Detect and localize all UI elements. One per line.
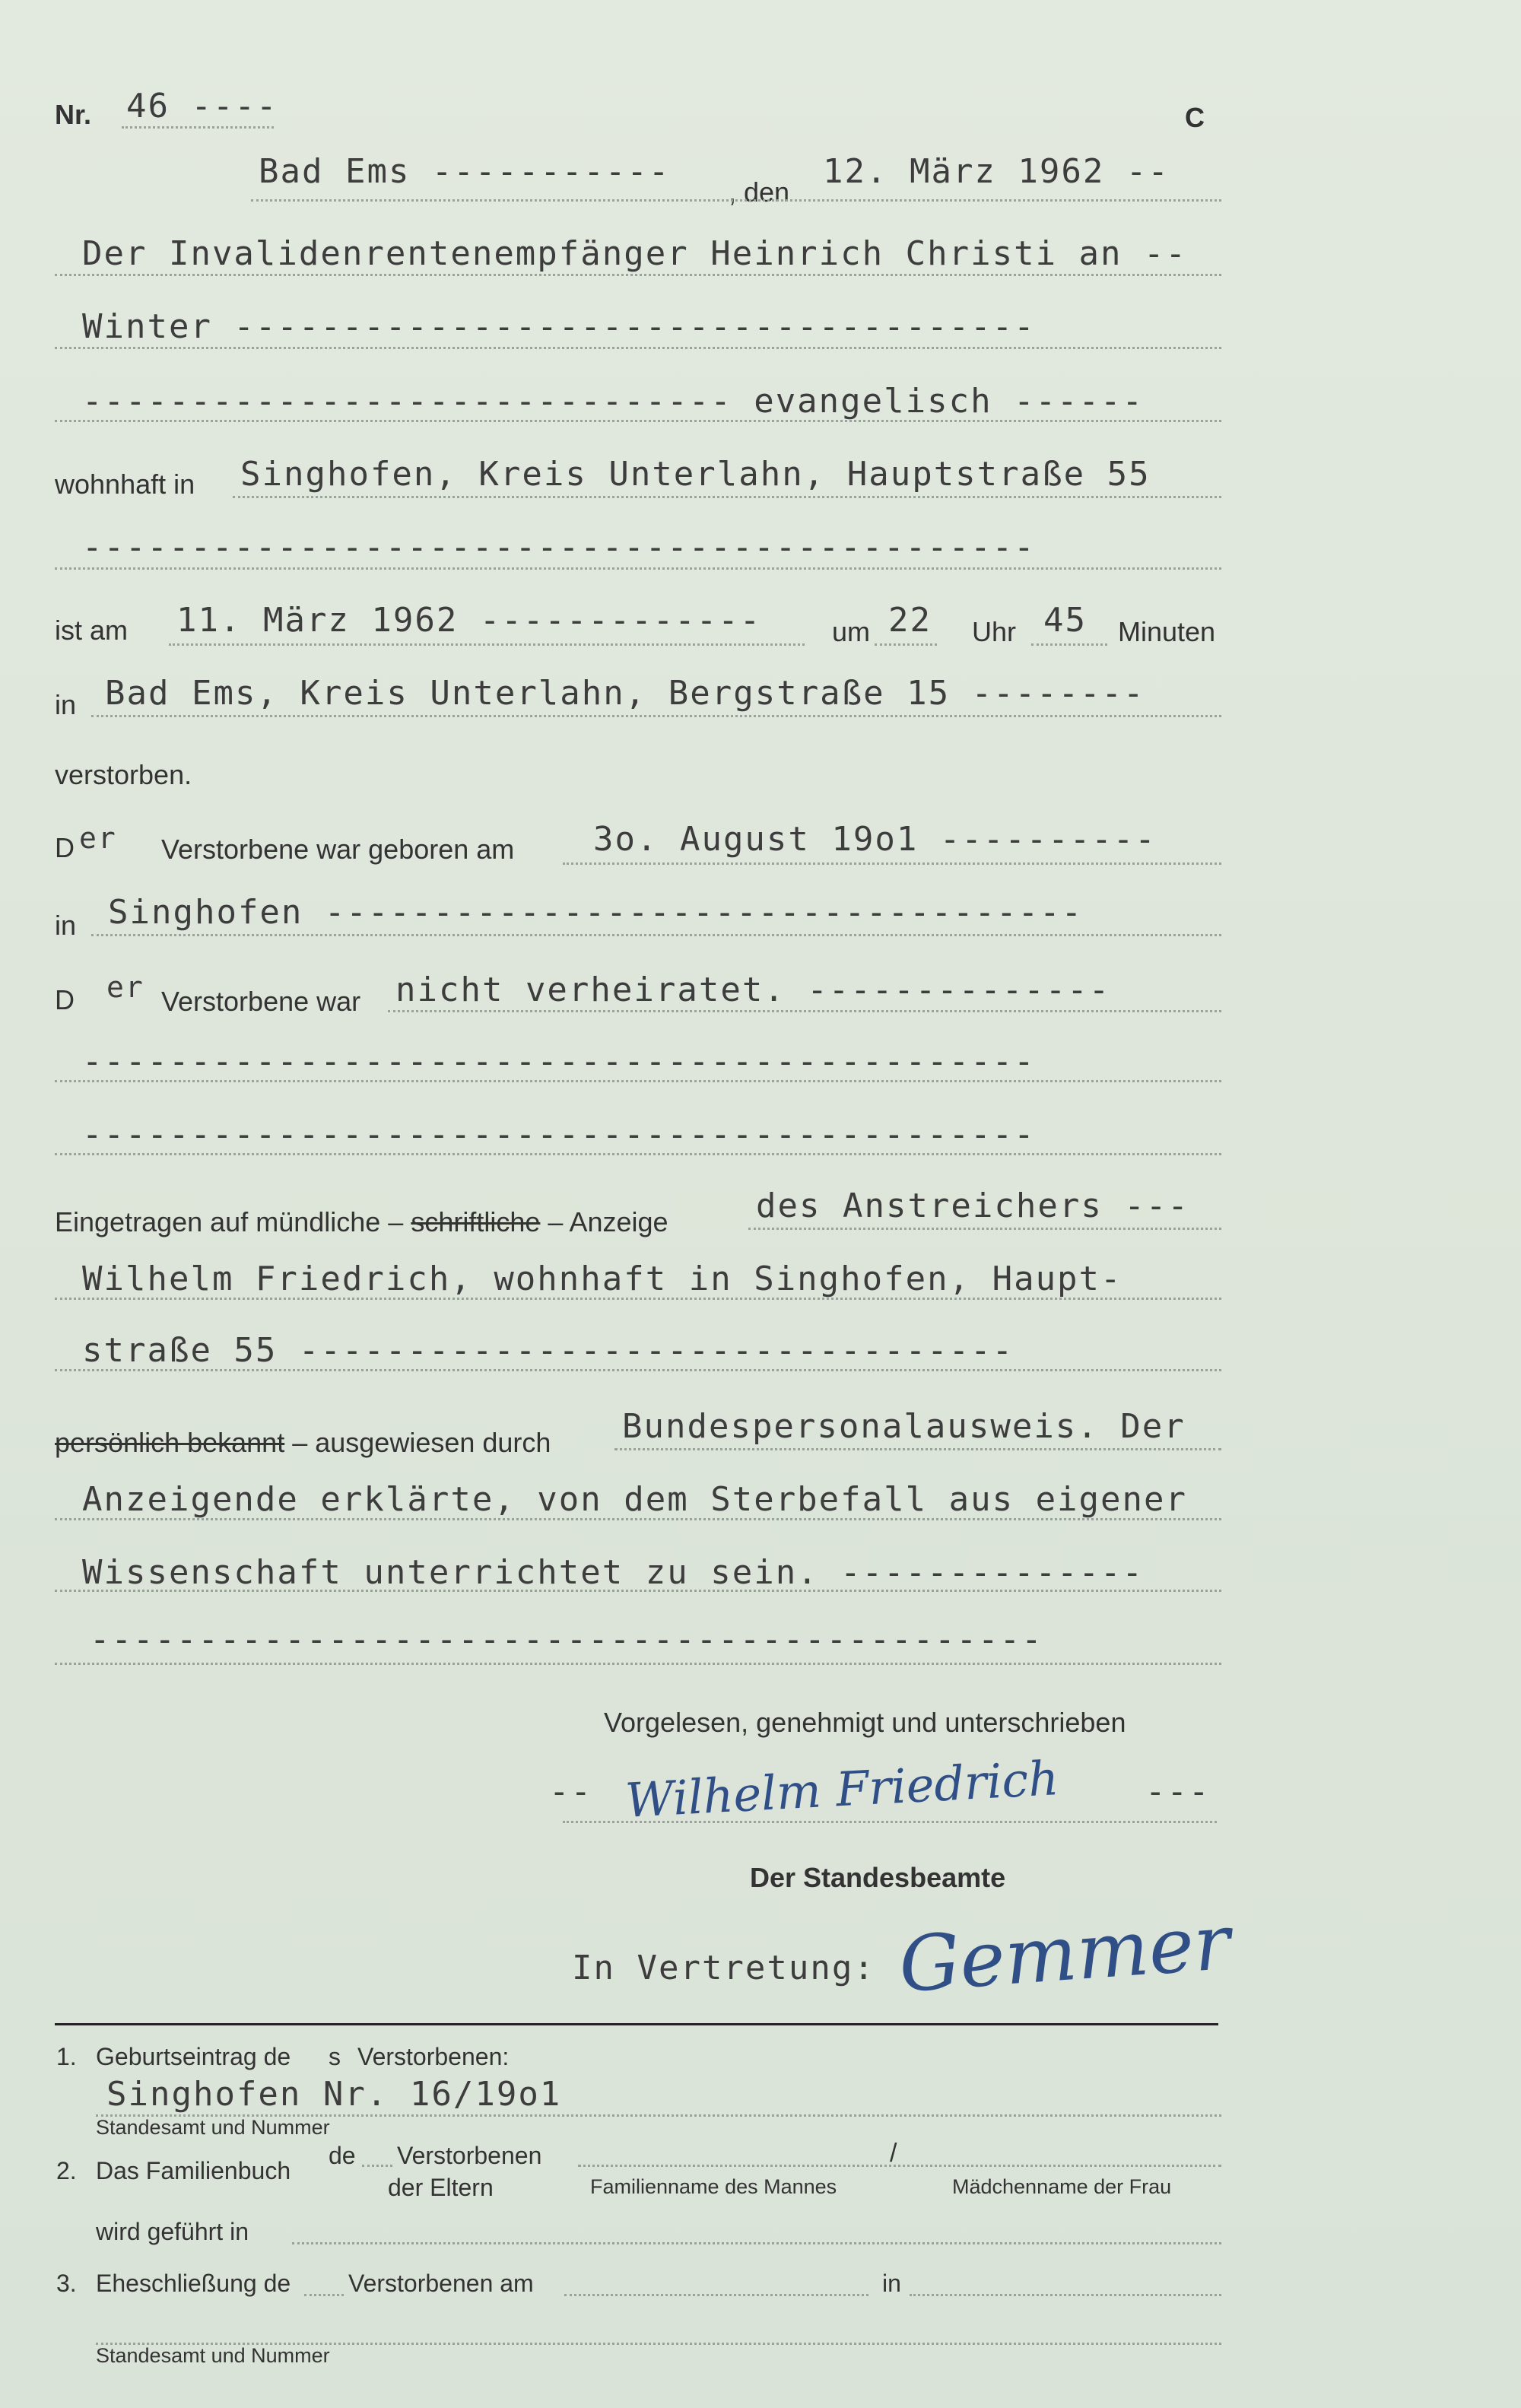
footer-item-1-suffix: s xyxy=(329,2043,341,2070)
footer-item-2-eltern: der Eltern xyxy=(388,2174,494,2201)
footer-rule xyxy=(55,2023,1218,2025)
footer-item-2-woman-caption: Mädchenname der Frau xyxy=(952,2175,1172,2198)
footer-item-2-man-caption: Familienname des Mannes xyxy=(590,2175,837,2198)
marital-line-2 xyxy=(55,1080,1221,1082)
informant-line-2 xyxy=(55,1298,1221,1300)
place-date-line xyxy=(251,199,1221,202)
birth-label: Verstorbene war geboren am xyxy=(161,834,515,865)
informant-description: des Anstreichers --- xyxy=(756,1187,1189,1225)
vertretung-label: In Vertretung: xyxy=(572,1949,875,1987)
deceased-line-1: Der Invalidenrentenempfänger Heinrich Christi an -- xyxy=(82,234,1188,273)
family-book-location-line xyxy=(292,2242,1221,2244)
footer-item-3-caption: Standesamt und Nummer xyxy=(96,2344,330,2367)
identification-line xyxy=(614,1448,1221,1450)
footer-item-3-label: Eheschließung de xyxy=(96,2270,291,2297)
informant-signature-prefix: -- xyxy=(549,1772,592,1811)
registration-date: 12. März 1962 -- xyxy=(823,152,1170,191)
death-place-line xyxy=(91,715,1221,717)
family-book-line xyxy=(578,2165,1221,2167)
footer-item-1-caption: Standesamt und Nummer xyxy=(96,2116,330,2139)
statement-underline-2 xyxy=(55,1590,1221,1592)
registrar-title: Der Standesbeamte xyxy=(750,1862,1006,1893)
birth-gender-suffix: er xyxy=(79,821,117,855)
nr-value: 46 ---- xyxy=(126,87,278,125)
death-minutes: 45 xyxy=(1043,601,1087,640)
footer-item-1-label: Geburtseintrag de xyxy=(96,2043,291,2070)
ist-am-label: ist am xyxy=(55,615,129,646)
wohnhaft-label: wohnhaft in xyxy=(55,469,195,500)
marital-gender-suffix: er xyxy=(106,971,144,1004)
death-place: Bad Ems, Kreis Unterlahn, Bergstraße 15 -------- xyxy=(105,674,1145,713)
minuten-label: Minuten xyxy=(1118,616,1216,647)
place-of-registration: Bad Ems ----------- xyxy=(259,152,671,191)
person-line-1 xyxy=(55,274,1221,276)
residence-line-2 xyxy=(55,567,1221,570)
den-label: , den xyxy=(729,176,790,208)
deceased-line-3: ------------------------------ evangelisch ------ xyxy=(82,382,1145,421)
deceased-line-2: Winter ------------------------------------- xyxy=(82,307,1036,346)
marriage-date-line xyxy=(564,2294,868,2296)
person-line-2 xyxy=(55,347,1221,349)
marital-status: nicht verheiratet. -------------- xyxy=(395,971,1111,1009)
footer-item-2-wird: wird geführt in xyxy=(96,2218,249,2245)
informant-line-2-text: Wilhelm Friedrich, wohnhaft in Singhofen, Haupt- xyxy=(82,1260,1122,1298)
birth-date-line xyxy=(563,862,1221,865)
marital-line-2-text: -------------------------------------------- xyxy=(82,1042,1036,1081)
registration-label-part-1: Eingetragen auf mündliche – xyxy=(55,1206,404,1237)
footer-item-2-label: Das Familienbuch xyxy=(96,2157,291,2184)
statement-line-2: Wissenschaft unterrichtet zu sein. -------------- xyxy=(82,1553,1145,1592)
family-book-slash: / xyxy=(890,2139,897,2168)
footer-item-3-number: 3. xyxy=(56,2270,77,2297)
nr-label: Nr. xyxy=(55,99,92,130)
footer-item-3-in: in xyxy=(882,2270,901,2297)
birth-in-label: in xyxy=(55,910,77,941)
footer-item-1-number: 1. xyxy=(56,2043,77,2070)
marriage-place-line xyxy=(910,2294,1221,2296)
statement-line-1: Anzeigende erklärte, von dem Sterbefall aus eigener xyxy=(82,1480,1188,1519)
marital-line-3 xyxy=(55,1153,1221,1155)
informant-line-3-text: straße 55 --------------------------------- xyxy=(82,1331,1015,1370)
birth-d-label: D xyxy=(55,832,75,863)
footer-item-2-number: 2. xyxy=(56,2157,77,2184)
identification-label-rest: – ausgewiesen durch xyxy=(292,1427,551,1458)
informant-signature-suffix: --- xyxy=(1145,1772,1211,1811)
statement-line-3: -------------------------------------------- xyxy=(90,1620,1043,1659)
death-date: 11. März 1962 ------------- xyxy=(176,601,762,640)
registration-label-struck: schriftliche xyxy=(411,1206,541,1237)
birth-date: 3o. August 19o1 ---------- xyxy=(593,820,1157,859)
statement-underline-1 xyxy=(55,1518,1221,1520)
registrar-signature: Gemmer xyxy=(896,1897,1234,2010)
birth-entry-reference: Singhofen Nr. 16/19o1 xyxy=(106,2075,562,2114)
footer-item-3-de-line xyxy=(304,2294,344,2296)
birth-place-line xyxy=(91,934,1221,936)
marital-d-label: D xyxy=(55,984,75,1015)
uhr-label: Uhr xyxy=(972,616,1017,647)
um-label: um xyxy=(832,616,871,647)
identification-label xyxy=(55,1427,551,1459)
informant-line xyxy=(748,1228,1221,1230)
read-approved-signed: Vorgelesen, genehmigt und unterschrieben xyxy=(604,1707,1126,1738)
registration-label xyxy=(55,1206,668,1238)
informant-signature: Wilhelm Friedrich xyxy=(624,1750,1060,1828)
verstorben-label: verstorben. xyxy=(55,759,192,790)
corner-letter: C xyxy=(1185,102,1205,133)
person-line-3 xyxy=(55,420,1221,422)
death-in-label: in xyxy=(55,689,77,720)
death-hour: 22 xyxy=(888,601,932,640)
hour-line xyxy=(875,643,937,646)
marital-line-3-text: -------------------------------------------- xyxy=(82,1115,1036,1154)
footer-item-1-label-2: Verstorbenen: xyxy=(357,2043,510,2070)
footer-item-3-label-2: Verstorbenen am xyxy=(348,2270,534,2297)
footer-item-2-de-line xyxy=(362,2165,392,2167)
residence-line xyxy=(233,496,1221,498)
death-date-line xyxy=(169,643,805,646)
nr-dotted-line xyxy=(122,126,274,129)
residence-continuation: -------------------------------------------- xyxy=(82,528,1036,567)
birth-place: Singhofen ----------------------------------- xyxy=(108,893,1084,932)
marital-label: Verstorbene war xyxy=(161,986,361,1017)
identification-document: Bundespersonalausweis. Der xyxy=(622,1407,1186,1446)
statement-underline-3 xyxy=(55,1663,1221,1665)
residence-value: Singhofen, Kreis Unterlahn, Hauptstraße 55 xyxy=(240,455,1151,494)
marital-line xyxy=(388,1010,1221,1012)
informant-line-3 xyxy=(55,1369,1221,1371)
footer-item-2-de: de xyxy=(329,2142,356,2169)
minutes-line xyxy=(1031,643,1107,646)
identification-label-struck: persönlich bekannt xyxy=(55,1427,285,1458)
registration-label-part-2: – Anzeige xyxy=(548,1206,668,1237)
informant-signature-line xyxy=(563,1821,1217,1823)
footer-item-2-verstorbenen: Verstorbenen xyxy=(397,2142,542,2169)
